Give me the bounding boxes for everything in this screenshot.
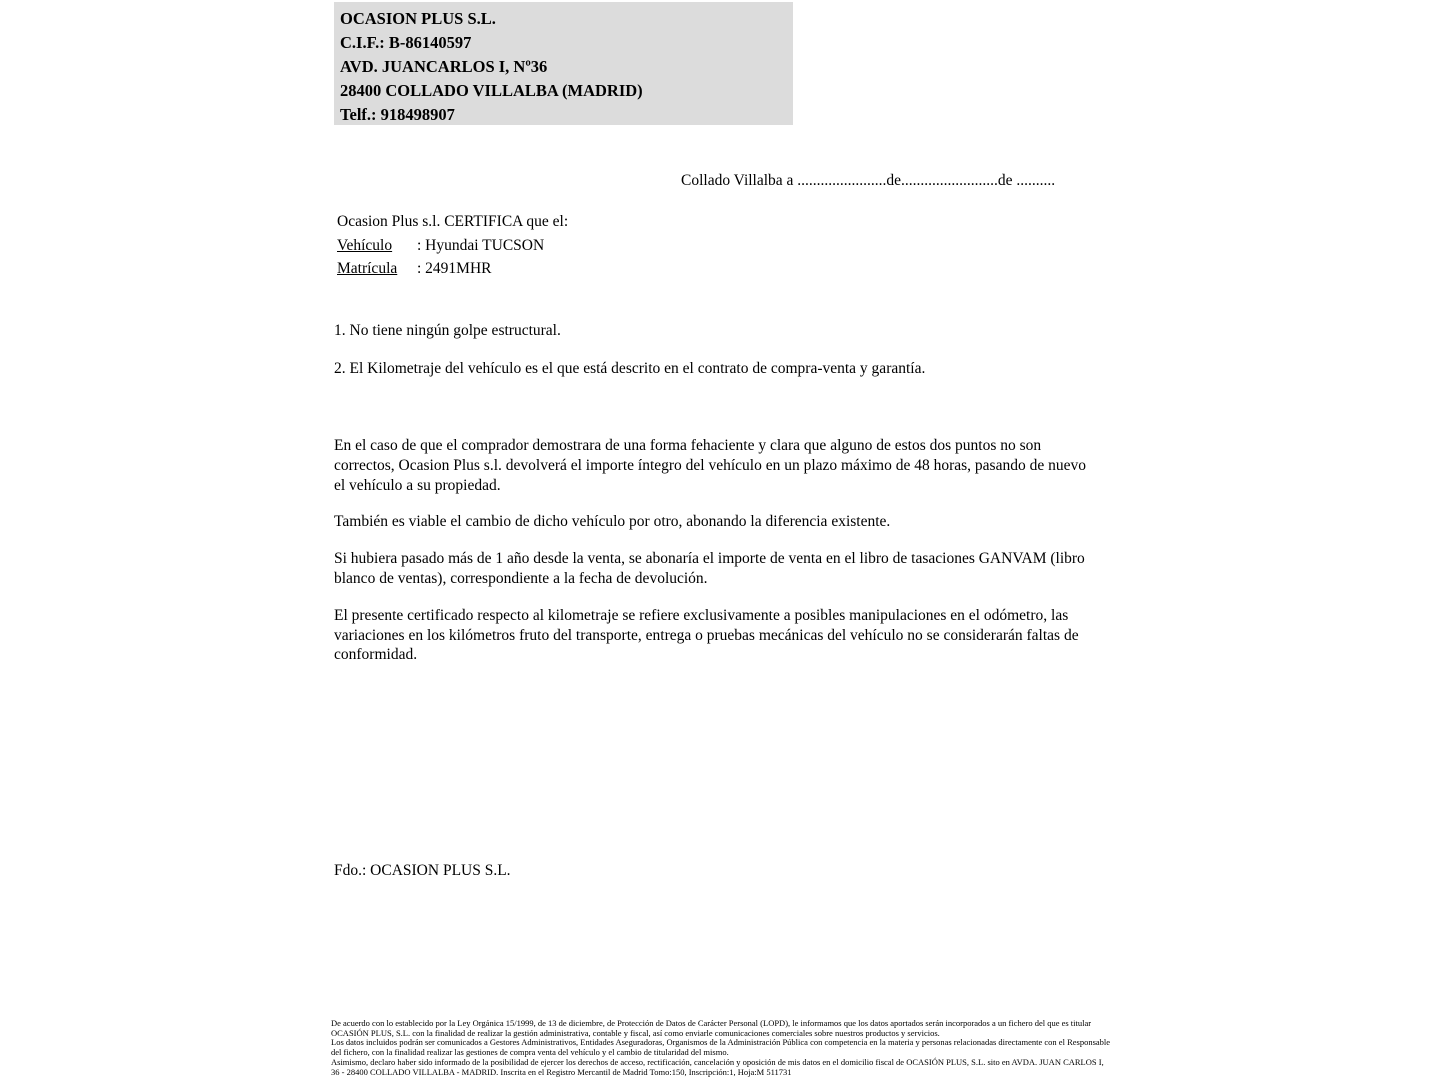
plate-value: : 2491MHR [417,260,492,277]
company-address: AVD. JUANCARLOS I, Nº36 [340,57,548,76]
point-mileage: 2. El Kilometraje del vehículo es el que está descrito en el contrato de compra-venta y garantía. [334,359,926,377]
company-city: 28400 COLLADO VILLALBA (MADRID) [340,81,643,100]
legal-paragraph-rights: Asimismo, declaro haber sido informado de la posibilidad de ejercer los derechos de acceso, rectificación, cancelación y oposición de mis datos en el domicilio fiscal de OCASIÓN PLUS, S.L. sito en AVDA. JUAN CARLOS I, 36 - 28400 COLLADO VILLALBA - MADRID. Inscrita en el Registro Mercantil de Madrid Tomo:150, Inscripción:1, Hoja:M 511731 [331,1056,1104,1077]
paragraph-odometer: El presente certificado respecto al kilometraje se refiere exclusivamente a posibles manipulaciones en el odómetro, las variaciones en los kilómetros fruto del transporte, entrega o pruebas mecánicas del vehículo no se considerarán faltas de conformidad. [334,606,1079,664]
plate-label: Matrícula [337,260,398,277]
legal-paragraph-data-sharing: Los datos incluidos podrán ser comunicados a Gestores Administrativos, Entidades Aseguradoras, Organismos de la Administración Pública con competencia en la materia y personas relacionadas directamente con el Responsable del fichero, con la finalidad realizar las gestiones de compra venta del vehículo y el cambio de titularidad del mismo. [331,1037,1111,1058]
paragraph-exchange: También es viable el cambio de dicho vehículo por otro, abonando la diferencia existente. [334,513,891,531]
date-line: Collado Villalba a .......................de.........................de .......... [681,172,1056,189]
paragraph-ganvam: Si hubiera pasado más de 1 año desde la venta, se abonaría el importe de venta en el libro de tasaciones GANVAM (libro blanco de ventas), correspondiente a la fecha de devolución. [334,550,1085,587]
plate-line [337,257,568,281]
certified-points [334,322,1104,378]
point-structural: 1. No tiene ningún golpe estructural. [334,322,561,339]
certify-intro: Ocasion Plus s.l. CERTIFICA que el: [337,213,569,230]
vehicle-label: Vehículo [337,236,393,254]
legal-footer [331,1019,1113,1077]
terms-paragraphs [334,436,1096,682]
legal-paragraph-lopd: De acuerdo con lo establecido por la Ley Orgánica 15/1999, de 13 de diciembre, de Protección de Datos de Carácter Personal (LOPD), le informamos que los datos aportados serán incorporados a un fichero del que es titular OCASIÓN PLUS, S.L. con la finalidad de realizar la gestión administrativa, contable y fiscal, así como enviarle comunicaciones comerciales sobre nuestros productos y servicios. [331,1018,1092,1038]
company-cif: C.I.F.: B-86140597 [340,33,472,52]
vehicle-line [337,234,568,258]
company-name: OCASION PLUS S.L. [340,9,496,28]
signature-line: Fdo.: OCASION PLUS S.L. [334,862,511,879]
company-phone: Telf.: 918498907 [340,105,455,124]
vehicle-label-cell [337,234,417,258]
certification-block [337,210,568,281]
paragraph-refund: En el caso de que el comprador demostrara de una forma fehaciente y clara que alguno de estos dos puntos no son correctos, Ocasion Plus s.l. devolverá el importe íntegro del vehículo en un plazo máximo de 48 horas, pasando de nuevo el vehículo a su propiedad. [334,437,1086,494]
vehicle-value: : Hyundai TUCSON [417,236,545,254]
company-letterhead [334,2,793,125]
plate-label-cell [337,257,417,281]
